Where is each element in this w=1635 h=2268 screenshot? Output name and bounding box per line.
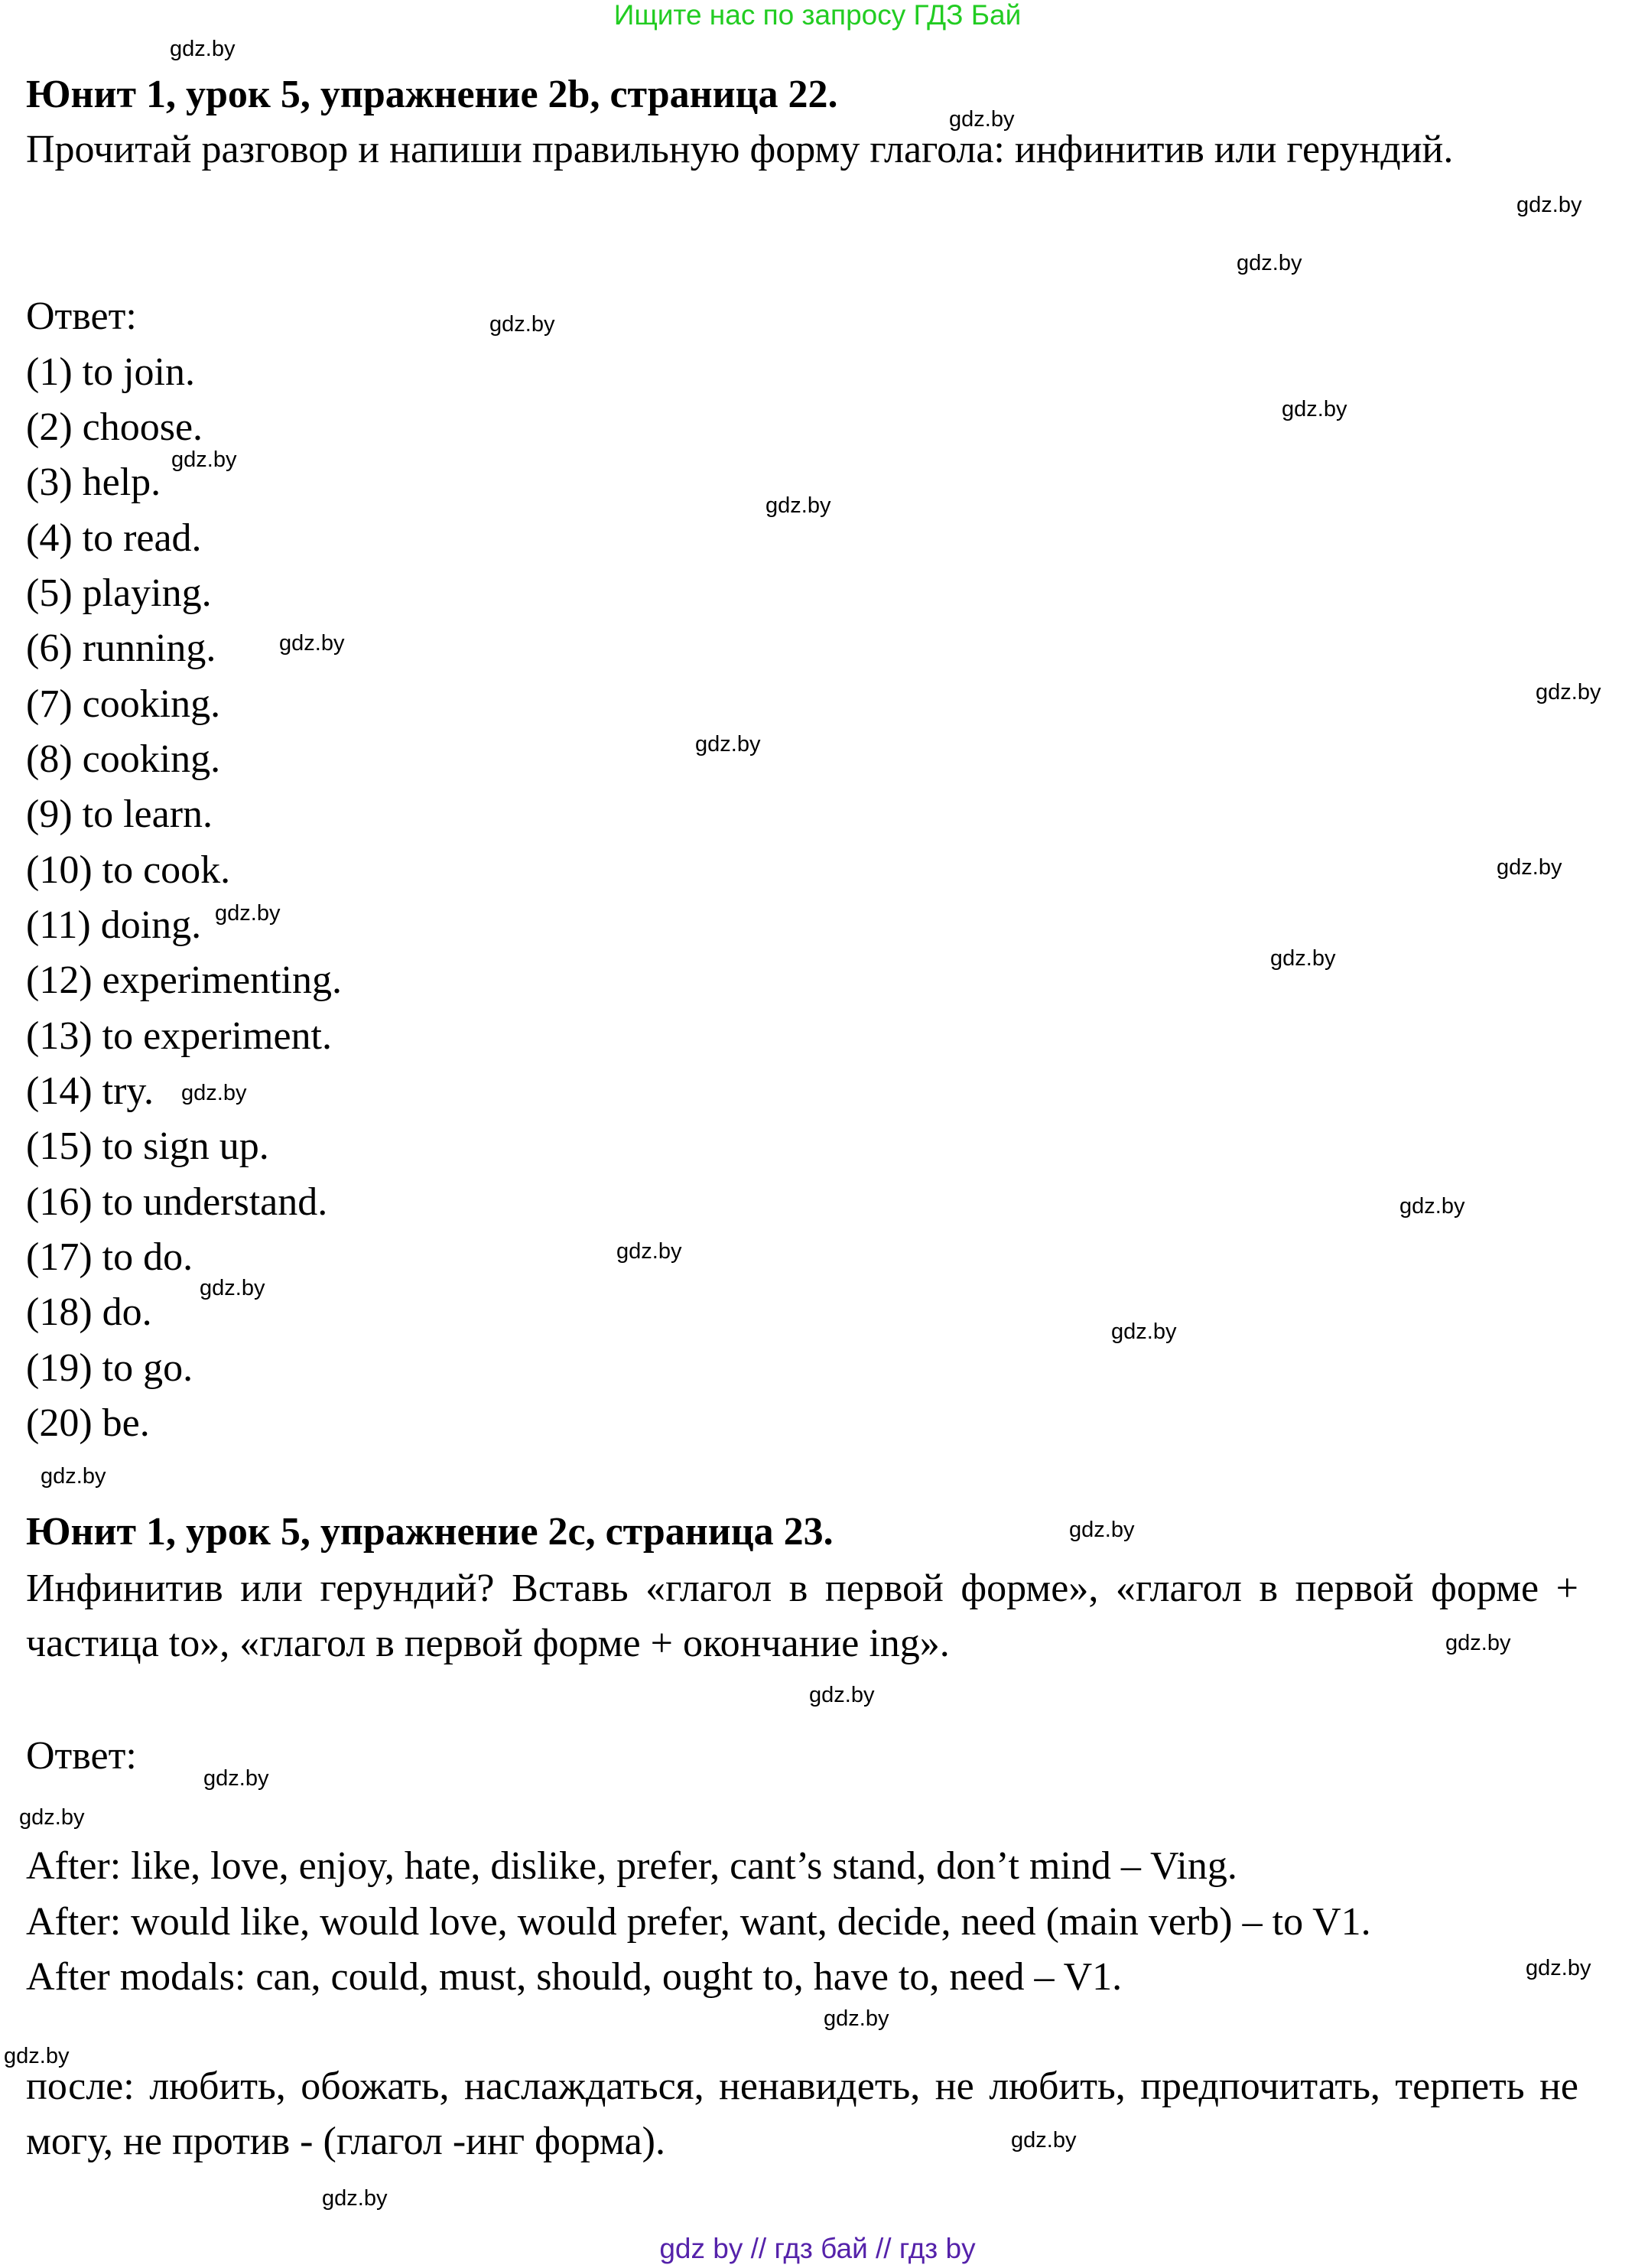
answer-item: (19) to go. xyxy=(26,1346,193,1390)
translation-text: после: любить, обожать, наслаждаться, ненавидеть, не любить, предпочитать, терпеть не могу, не против - (глагол -инг форма). xyxy=(26,2065,1578,2163)
watermark: gdz.by xyxy=(824,2006,889,2031)
rule-line: After: like, love, enjoy, hate, dislike, prefer, cant’s stand, don’t mind – Ving. xyxy=(26,1844,1237,1888)
answer-item: (17) to do. xyxy=(26,1235,193,1279)
section-1-heading: Юнит 1, урок 5, упражнение 2b, страница 22. xyxy=(26,73,838,116)
answer-item: (16) to understand. xyxy=(26,1180,328,1224)
answer-item: (3) help. xyxy=(26,460,161,504)
answer-item: (15) to sign up. xyxy=(26,1124,269,1168)
section-1-task: Прочитай разговор и напиши правильную форму глагола: инфинитив или герундий. xyxy=(26,128,1454,171)
watermark: gdz.by xyxy=(616,1239,682,1264)
answer-item: (18) do. xyxy=(26,1290,152,1334)
watermark: gdz.by xyxy=(181,1081,247,1105)
answer-item: (5) playing. xyxy=(26,571,212,615)
section-1-answer-label: Ответ: xyxy=(26,294,137,338)
watermark: gdz.by xyxy=(1516,193,1582,217)
watermark: gdz.by xyxy=(170,37,236,61)
watermark: gdz.by xyxy=(171,447,237,472)
watermark: gdz.by xyxy=(695,732,761,757)
answer-item: (7) cooking. xyxy=(26,682,221,726)
watermark: gdz.by xyxy=(200,1276,265,1300)
watermark: gdz.by xyxy=(1069,1518,1135,1542)
watermark: gdz.by xyxy=(1445,1631,1511,1655)
answer-item: (14) try. xyxy=(26,1069,154,1113)
watermark: gdz.by xyxy=(809,1683,875,1707)
answer-item: (1) to join. xyxy=(26,350,195,394)
watermark: gdz.by xyxy=(1237,251,1302,275)
answer-item: (9) to learn. xyxy=(26,792,213,836)
watermark: gdz.by xyxy=(4,2044,70,2068)
watermark: gdz.by xyxy=(489,312,555,337)
watermark: gdz.by xyxy=(279,631,345,656)
section-2-heading: Юнит 1, урок 5, упражнение 2c, страница 23. xyxy=(26,1510,834,1554)
section-2-answer-label: Ответ: xyxy=(26,1734,137,1778)
answer-item: (13) to experiment. xyxy=(26,1014,332,1058)
footer-links[interactable]: gdz by // гдз бай // гдз by xyxy=(659,2233,976,2264)
answer-item: (8) cooking. xyxy=(26,737,221,781)
watermark: gdz.by xyxy=(949,107,1015,132)
answer-item: (6) running. xyxy=(26,626,216,670)
watermark: gdz.by xyxy=(1526,1956,1591,1980)
watermark: gdz.by xyxy=(1270,946,1336,971)
watermark: gdz.by xyxy=(19,1805,85,1830)
watermark: gdz.by xyxy=(203,1766,269,1791)
answer-item: (4) to read. xyxy=(26,516,202,560)
top-banner[interactable]: Ищите нас по запросу ГДЗ Бай xyxy=(613,0,1022,31)
watermark: gdz.by xyxy=(41,1464,106,1489)
answer-item: (11) doing. xyxy=(26,903,202,947)
watermark: gdz.by xyxy=(765,493,831,518)
watermark: gdz.by xyxy=(1536,680,1601,704)
watermark: gdz.by xyxy=(1282,397,1347,421)
section-2-task: Инфинитив или герундий? Вставь «глагол в первой форме», «глагол в первой форме + частица to», «глагол в первой форме + окончание ing». xyxy=(26,1567,1578,1665)
watermark: gdz.by xyxy=(1011,2128,1077,2152)
watermark: gdz.by xyxy=(322,2186,388,2211)
rule-line: After: would like, would love, would prefer, want, decide, need (main verb) – to V1. xyxy=(26,1900,1371,1944)
answer-item: (10) to cook. xyxy=(26,848,231,892)
answer-item: (20) be. xyxy=(26,1401,150,1445)
watermark: gdz.by xyxy=(1497,855,1562,880)
answer-item: (12) experimenting. xyxy=(26,958,342,1002)
watermark: gdz.by xyxy=(1111,1319,1177,1344)
watermark: gdz.by xyxy=(1399,1194,1465,1219)
watermark: gdz.by xyxy=(215,901,281,926)
answer-item: (2) choose. xyxy=(26,405,203,449)
rule-line: After modals: can, could, must, should, ought to, have to, need – V1. xyxy=(26,1955,1123,1999)
